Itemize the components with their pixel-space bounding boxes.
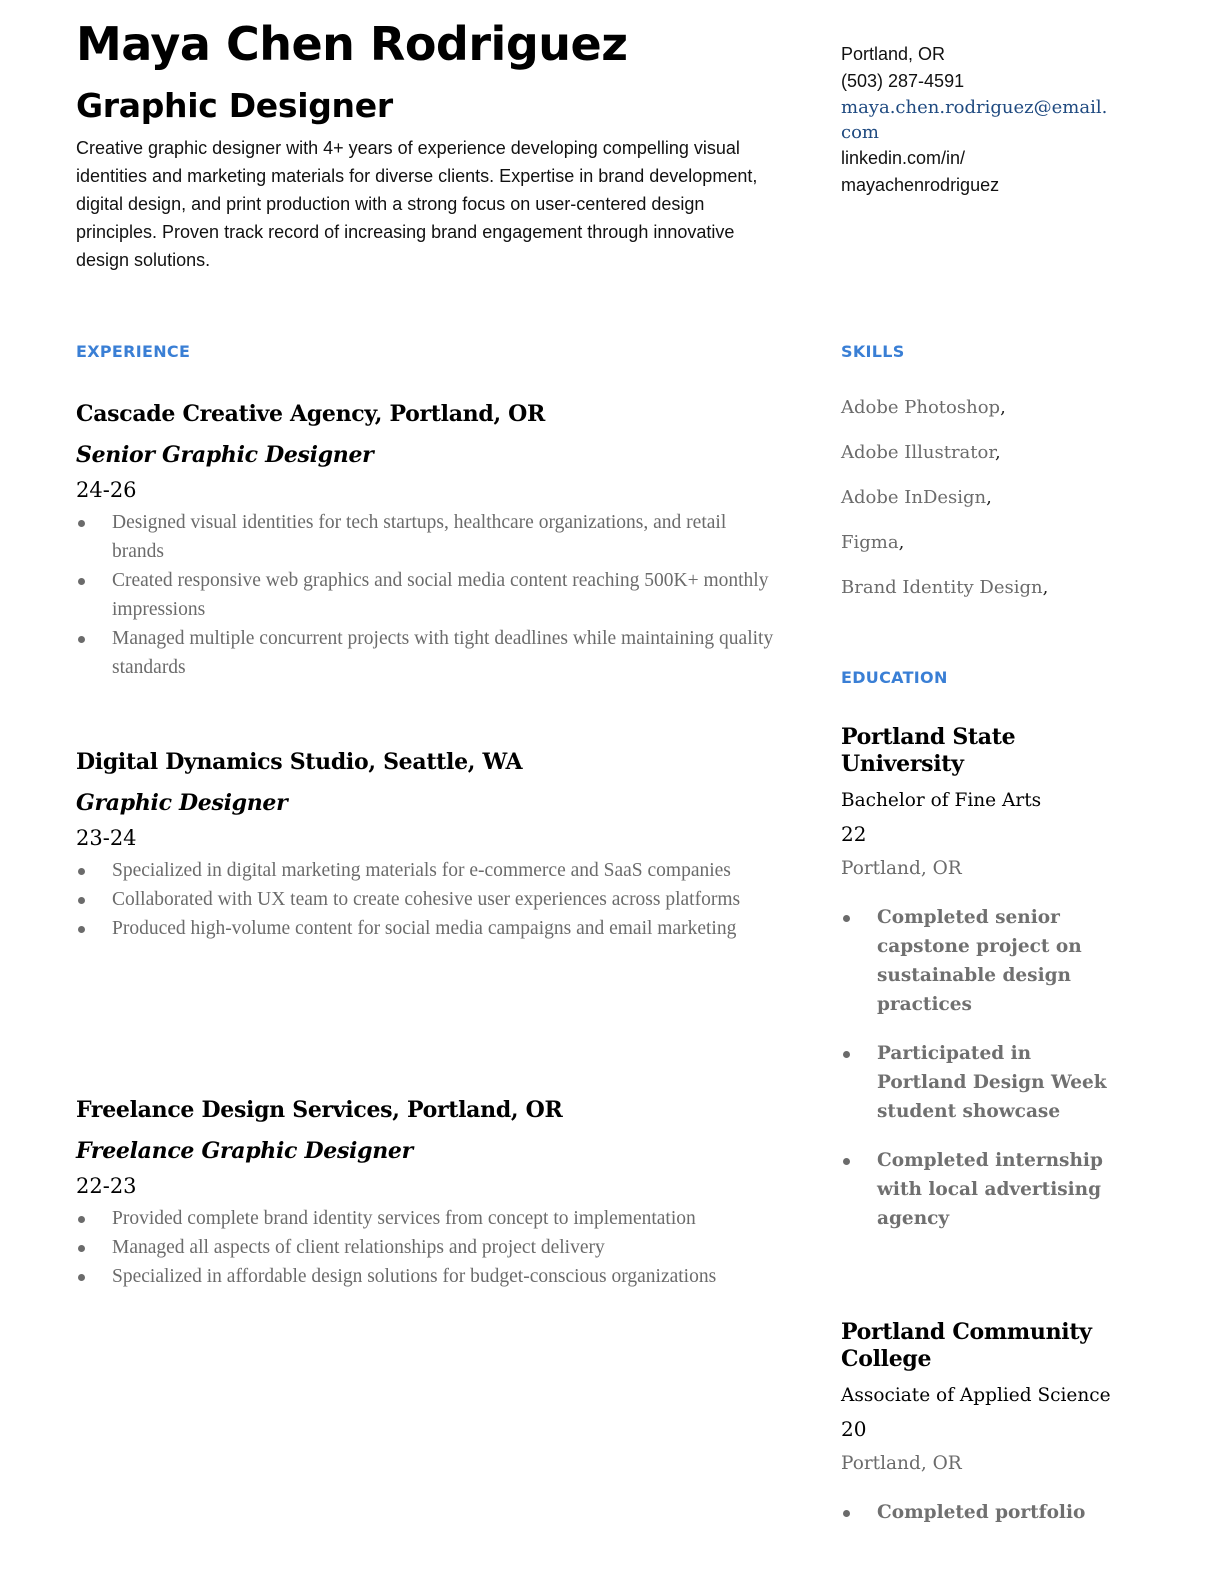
bullet-text: Participated in Portland Design Week student showcase bbox=[877, 1043, 1107, 1122]
bullet-icon bbox=[78, 520, 85, 527]
bullet-text: Managed all aspects of client relationships and project delivery bbox=[112, 1237, 605, 1258]
skill-item bbox=[841, 395, 1006, 421]
bullet-icon bbox=[78, 1274, 85, 1281]
bullet-text: Provided complete brand identity services from concept to implementation bbox=[112, 1208, 696, 1229]
list-item bbox=[841, 903, 1111, 1019]
contact-linkedin-line: linkedin.com/in/ bbox=[841, 148, 966, 168]
bullet-text: Produced high-volume content for social media campaigns and email marketing bbox=[112, 918, 737, 939]
job-entry-freelance bbox=[76, 1095, 781, 1291]
skill-name: Brand Identity Design bbox=[841, 577, 1043, 598]
skills-heading: SKILLS bbox=[841, 342, 905, 361]
job-bullets bbox=[76, 1204, 781, 1291]
job-company: Digital Dynamics Studio, Seattle, WA bbox=[76, 749, 523, 775]
education-heading: EDUCATION bbox=[841, 668, 948, 687]
edu-school: Portland State University bbox=[841, 724, 1016, 777]
bullet-text: Completed internship with local advertising agency bbox=[877, 1150, 1103, 1229]
skill-item bbox=[841, 440, 1001, 466]
list-item bbox=[76, 566, 781, 624]
contact-linkedin-line: mayachenrodriguez bbox=[841, 175, 1000, 195]
job-dates: 22-23 bbox=[76, 1174, 137, 1198]
skill-separator: , bbox=[898, 532, 905, 553]
skill-separator: , bbox=[994, 442, 1001, 463]
main-column bbox=[76, 0, 781, 1287]
contact-phone: (503) 287-4591 bbox=[841, 71, 965, 91]
bullet-icon bbox=[78, 1216, 85, 1223]
contact-email-line: com bbox=[841, 122, 879, 143]
list-item bbox=[841, 1498, 1111, 1527]
list-item bbox=[841, 1146, 1111, 1233]
candidate-title: Graphic Designer bbox=[76, 86, 393, 125]
bullet-text: Completed portfolio bbox=[877, 1502, 1086, 1523]
skill-separator: , bbox=[1042, 577, 1049, 598]
edu-degree: Associate of Applied Science bbox=[841, 1385, 1111, 1406]
bullet-text: Designed visual identities for tech startups, healthcare organizations, and retail brands bbox=[112, 512, 727, 562]
bullet-icon bbox=[78, 868, 85, 875]
contact-email-line: maya.chen.rodriguez@email. bbox=[841, 97, 1108, 118]
contact-block bbox=[841, 41, 1111, 199]
bullet-icon bbox=[78, 578, 85, 585]
education-entry-psu bbox=[841, 724, 1111, 1253]
edu-location: Portland, OR bbox=[841, 858, 962, 879]
bullet-icon bbox=[843, 915, 850, 922]
experience-heading: EXPERIENCE bbox=[76, 342, 191, 361]
job-company: Cascade Creative Agency, Portland, OR bbox=[76, 401, 546, 427]
skill-name: Adobe InDesign bbox=[841, 487, 987, 508]
bullet-text: Created responsive web graphics and social media content reaching 500K+ monthly impressions bbox=[112, 570, 769, 620]
job-dates: 24-26 bbox=[76, 478, 137, 502]
list-item bbox=[76, 508, 781, 566]
job-title: Senior Graphic Designer bbox=[76, 442, 374, 468]
bullet-icon bbox=[843, 1051, 850, 1058]
bullet-text: Specialized in digital marketing materials for e-commerce and SaaS companies bbox=[112, 860, 731, 881]
bullet-icon bbox=[78, 897, 85, 904]
bullet-icon bbox=[843, 1510, 850, 1517]
edu-bullets bbox=[841, 903, 1111, 1233]
list-item bbox=[76, 624, 781, 682]
skill-name: Adobe Photoshop bbox=[841, 397, 1001, 418]
edu-bullets bbox=[841, 1498, 1111, 1527]
skill-name: Figma bbox=[841, 532, 899, 553]
bullet-text: Completed senior capstone project on sustainable design practices bbox=[877, 907, 1082, 1015]
job-company: Freelance Design Services, Portland, OR bbox=[76, 1097, 563, 1123]
edu-school: Portland Community College bbox=[841, 1319, 1092, 1372]
skill-item bbox=[841, 485, 992, 511]
bullet-text: Collaborated with UX team to create cohesive user experiences across platforms bbox=[112, 889, 741, 910]
skill-separator: , bbox=[1000, 397, 1006, 418]
skill-item bbox=[841, 575, 1048, 601]
list-item bbox=[76, 914, 781, 943]
candidate-name: Maya Chen Rodriguez bbox=[76, 17, 628, 71]
skill-name: Adobe Illustrator bbox=[841, 442, 995, 463]
job-entry-digital-dynamics bbox=[76, 747, 781, 943]
list-item bbox=[76, 1204, 781, 1233]
bullet-text: Managed multiple concurrent projects with tight deadlines while maintaining quality standards bbox=[112, 628, 774, 678]
job-bullets bbox=[76, 856, 781, 943]
job-title: Graphic Designer bbox=[76, 790, 288, 816]
bullet-icon bbox=[78, 926, 85, 933]
bullet-icon bbox=[78, 636, 85, 643]
job-title: Freelance Graphic Designer bbox=[76, 1138, 413, 1164]
job-entry-cascade bbox=[76, 399, 781, 682]
job-dates: 23-24 bbox=[76, 826, 137, 850]
bullet-icon bbox=[78, 1245, 85, 1252]
skill-separator: , bbox=[986, 487, 992, 508]
list-item bbox=[76, 1262, 781, 1291]
list-item bbox=[76, 1233, 781, 1262]
list-item bbox=[76, 856, 781, 885]
edu-year: 20 bbox=[841, 1417, 867, 1441]
professional-summary: Creative graphic designer with 4+ years of experience developing compelling visual identities and marketing materials for diverse clients. Expertise in brand development, digital design, and print production with a strong focus on user-centered design principles. Proven track record of increasing brand engagement through innovative design solutions. bbox=[76, 138, 758, 270]
edu-year: 22 bbox=[841, 822, 867, 846]
edu-location: Portland, OR bbox=[841, 1453, 962, 1474]
list-item bbox=[76, 885, 781, 914]
list-item bbox=[841, 1039, 1111, 1126]
bullet-text: Specialized in affordable design solutions for budget-conscious organizations bbox=[112, 1266, 717, 1287]
job-bullets bbox=[76, 508, 781, 682]
contact-email-link[interactable] bbox=[841, 95, 1111, 145]
bullet-icon bbox=[843, 1158, 850, 1165]
education-entry-pcc bbox=[841, 1319, 1111, 1547]
contact-location: Portland, OR bbox=[841, 44, 946, 64]
edu-degree: Bachelor of Fine Arts bbox=[841, 790, 1042, 811]
skill-item bbox=[841, 530, 904, 556]
